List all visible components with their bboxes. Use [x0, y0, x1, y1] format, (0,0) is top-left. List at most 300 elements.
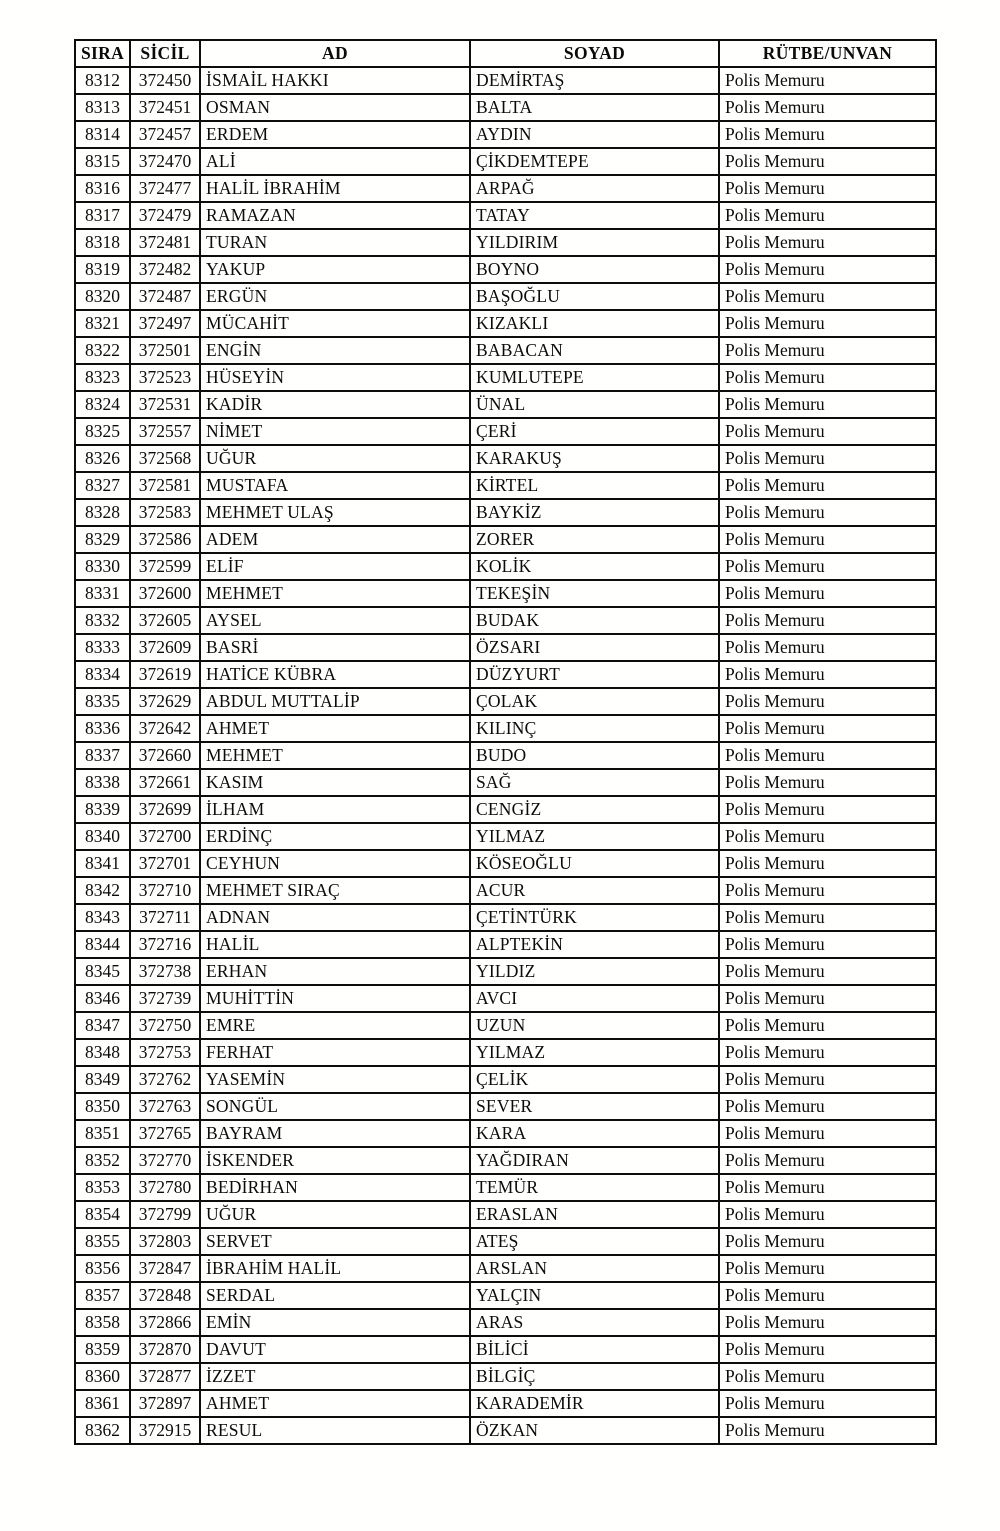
cell-sira: 8358 — [75, 1309, 130, 1336]
cell-soyad: YILMAZ — [470, 1039, 719, 1066]
cell-soyad: SAĞ — [470, 769, 719, 796]
table-row — [75, 688, 936, 715]
cell-sira: 8361 — [75, 1390, 130, 1417]
table-row — [75, 1336, 936, 1363]
column-header-rutbe: RÜTBE/UNVAN — [719, 40, 936, 67]
cell-sira: 8357 — [75, 1282, 130, 1309]
table-row — [75, 310, 936, 337]
cell-rutbe: Polis Memuru — [719, 499, 936, 526]
table-row — [75, 202, 936, 229]
cell-soyad: ARPAĞ — [470, 175, 719, 202]
cell-soyad: YILMAZ — [470, 823, 719, 850]
cell-ad: UĞUR — [200, 445, 470, 472]
cell-rutbe: Polis Memuru — [719, 445, 936, 472]
cell-sicil: 372477 — [130, 175, 200, 202]
cell-rutbe: Polis Memuru — [719, 1282, 936, 1309]
cell-sira: 8348 — [75, 1039, 130, 1066]
personnel-table — [74, 39, 937, 1445]
cell-sicil: 372531 — [130, 391, 200, 418]
cell-soyad: ÇELİK — [470, 1066, 719, 1093]
cell-sira: 8345 — [75, 958, 130, 985]
cell-ad: ERDİNÇ — [200, 823, 470, 850]
cell-ad: NİMET — [200, 418, 470, 445]
table-row — [75, 1417, 936, 1444]
cell-soyad: ÖZKAN — [470, 1417, 719, 1444]
cell-rutbe: Polis Memuru — [719, 1228, 936, 1255]
cell-soyad: YILDIRIM — [470, 229, 719, 256]
cell-soyad: CENGİZ — [470, 796, 719, 823]
cell-sicil: 372581 — [130, 472, 200, 499]
cell-rutbe: Polis Memuru — [719, 256, 936, 283]
cell-sicil: 372661 — [130, 769, 200, 796]
cell-sira: 8324 — [75, 391, 130, 418]
cell-soyad: ÜNAL — [470, 391, 719, 418]
cell-soyad: ACUR — [470, 877, 719, 904]
cell-rutbe: Polis Memuru — [719, 1390, 936, 1417]
cell-sicil: 372877 — [130, 1363, 200, 1390]
cell-sira: 8331 — [75, 580, 130, 607]
cell-ad: FERHAT — [200, 1039, 470, 1066]
cell-ad: ERGÜN — [200, 283, 470, 310]
table-row — [75, 499, 936, 526]
table-row — [75, 715, 936, 742]
cell-soyad: ÇETİNTÜRK — [470, 904, 719, 931]
cell-ad: KASIM — [200, 769, 470, 796]
cell-rutbe: Polis Memuru — [719, 1012, 936, 1039]
cell-ad: ERDEM — [200, 121, 470, 148]
table-row — [75, 67, 936, 94]
cell-soyad: BUDO — [470, 742, 719, 769]
table-row — [75, 661, 936, 688]
cell-sicil: 372609 — [130, 634, 200, 661]
cell-soyad: KUMLUTEPE — [470, 364, 719, 391]
cell-sira: 8352 — [75, 1147, 130, 1174]
cell-sicil: 372501 — [130, 337, 200, 364]
cell-soyad: YALÇIN — [470, 1282, 719, 1309]
cell-sira: 8338 — [75, 769, 130, 796]
cell-sira: 8334 — [75, 661, 130, 688]
header-row — [75, 40, 936, 67]
cell-sira: 8313 — [75, 94, 130, 121]
cell-ad: İBRAHİM HALİL — [200, 1255, 470, 1282]
cell-soyad: ÇOLAK — [470, 688, 719, 715]
cell-sira: 8346 — [75, 985, 130, 1012]
table-row — [75, 904, 936, 931]
table-row — [75, 121, 936, 148]
cell-sira: 8347 — [75, 1012, 130, 1039]
cell-sira: 8325 — [75, 418, 130, 445]
cell-sicil: 372457 — [130, 121, 200, 148]
cell-sicil: 372803 — [130, 1228, 200, 1255]
cell-rutbe: Polis Memuru — [719, 202, 936, 229]
cell-sira: 8356 — [75, 1255, 130, 1282]
cell-sira: 8344 — [75, 931, 130, 958]
cell-sira: 8353 — [75, 1174, 130, 1201]
cell-sicil: 372700 — [130, 823, 200, 850]
cell-sicil: 372497 — [130, 310, 200, 337]
cell-ad: ABDUL MUTTALİP — [200, 688, 470, 715]
cell-rutbe: Polis Memuru — [719, 1093, 936, 1120]
cell-sira: 8312 — [75, 67, 130, 94]
cell-sicil: 372629 — [130, 688, 200, 715]
cell-sira: 8320 — [75, 283, 130, 310]
cell-rutbe: Polis Memuru — [719, 1120, 936, 1147]
cell-sira: 8339 — [75, 796, 130, 823]
cell-rutbe: Polis Memuru — [719, 472, 936, 499]
cell-rutbe: Polis Memuru — [719, 67, 936, 94]
cell-sira: 8329 — [75, 526, 130, 553]
cell-ad: YAKUP — [200, 256, 470, 283]
cell-sicil: 372487 — [130, 283, 200, 310]
table-row — [75, 229, 936, 256]
cell-sira: 8351 — [75, 1120, 130, 1147]
cell-rutbe: Polis Memuru — [719, 1363, 936, 1390]
cell-ad: ADNAN — [200, 904, 470, 931]
cell-sicil: 372523 — [130, 364, 200, 391]
cell-soyad: SEVER — [470, 1093, 719, 1120]
cell-ad: İSKENDER — [200, 1147, 470, 1174]
column-header-sicil: SİCİL — [130, 40, 200, 67]
cell-rutbe: Polis Memuru — [719, 688, 936, 715]
cell-sira: 8337 — [75, 742, 130, 769]
cell-rutbe: Polis Memuru — [719, 580, 936, 607]
table-row — [75, 742, 936, 769]
cell-rutbe: Polis Memuru — [719, 1255, 936, 1282]
cell-rutbe: Polis Memuru — [719, 1039, 936, 1066]
cell-sicil: 372753 — [130, 1039, 200, 1066]
cell-sira: 8327 — [75, 472, 130, 499]
cell-rutbe: Polis Memuru — [719, 607, 936, 634]
cell-ad: DAVUT — [200, 1336, 470, 1363]
cell-sira: 8354 — [75, 1201, 130, 1228]
cell-sicil: 372765 — [130, 1120, 200, 1147]
cell-soyad: BABACAN — [470, 337, 719, 364]
cell-sira: 8362 — [75, 1417, 130, 1444]
table-row — [75, 931, 936, 958]
table-row — [75, 769, 936, 796]
cell-sicil: 372770 — [130, 1147, 200, 1174]
cell-soyad: KOLİK — [470, 553, 719, 580]
cell-soyad: KARADEMİR — [470, 1390, 719, 1417]
cell-sira: 8332 — [75, 607, 130, 634]
cell-sicil: 372642 — [130, 715, 200, 742]
cell-ad: MEHMET — [200, 742, 470, 769]
cell-ad: İZZET — [200, 1363, 470, 1390]
cell-sira: 8343 — [75, 904, 130, 931]
cell-rutbe: Polis Memuru — [719, 715, 936, 742]
cell-sira: 8328 — [75, 499, 130, 526]
cell-sicil: 372699 — [130, 796, 200, 823]
table-row — [75, 877, 936, 904]
column-header-ad: AD — [200, 40, 470, 67]
cell-rutbe: Polis Memuru — [719, 1336, 936, 1363]
table-row — [75, 1093, 936, 1120]
cell-rutbe: Polis Memuru — [719, 1309, 936, 1336]
cell-ad: ELİF — [200, 553, 470, 580]
cell-sira: 8323 — [75, 364, 130, 391]
cell-sicil: 372701 — [130, 850, 200, 877]
table-row — [75, 634, 936, 661]
cell-rutbe: Polis Memuru — [719, 1066, 936, 1093]
cell-ad: HÜSEYİN — [200, 364, 470, 391]
cell-rutbe: Polis Memuru — [719, 364, 936, 391]
cell-soyad: KÖSEOĞLU — [470, 850, 719, 877]
table-row — [75, 1039, 936, 1066]
column-header-sira: SIRA — [75, 40, 130, 67]
table-row — [75, 1201, 936, 1228]
cell-rutbe: Polis Memuru — [719, 310, 936, 337]
table-row — [75, 985, 936, 1012]
cell-ad: İSMAİL HAKKI — [200, 67, 470, 94]
cell-sicil: 372600 — [130, 580, 200, 607]
table-row — [75, 337, 936, 364]
cell-sira: 8319 — [75, 256, 130, 283]
cell-ad: EMRE — [200, 1012, 470, 1039]
cell-rutbe: Polis Memuru — [719, 850, 936, 877]
cell-ad: BEDİRHAN — [200, 1174, 470, 1201]
cell-ad: HALİL — [200, 931, 470, 958]
cell-ad: MEHMET — [200, 580, 470, 607]
cell-sicil: 372482 — [130, 256, 200, 283]
table-body — [75, 67, 936, 1444]
cell-sicil: 372586 — [130, 526, 200, 553]
cell-sicil: 372716 — [130, 931, 200, 958]
cell-soyad: BİLGİÇ — [470, 1363, 719, 1390]
cell-sicil: 372450 — [130, 67, 200, 94]
table-row — [75, 958, 936, 985]
cell-sira: 8359 — [75, 1336, 130, 1363]
cell-rutbe: Polis Memuru — [719, 121, 936, 148]
cell-ad: ENGİN — [200, 337, 470, 364]
column-header-soyad: SOYAD — [470, 40, 719, 67]
cell-sira: 8350 — [75, 1093, 130, 1120]
cell-soyad: AYDIN — [470, 121, 719, 148]
cell-rutbe: Polis Memuru — [719, 283, 936, 310]
cell-ad: CEYHUN — [200, 850, 470, 877]
cell-rutbe: Polis Memuru — [719, 148, 936, 175]
cell-ad: BAYRAM — [200, 1120, 470, 1147]
cell-rutbe: Polis Memuru — [719, 985, 936, 1012]
table-row — [75, 1120, 936, 1147]
cell-ad: SERVET — [200, 1228, 470, 1255]
cell-sicil: 372763 — [130, 1093, 200, 1120]
cell-sira: 8315 — [75, 148, 130, 175]
table-row — [75, 850, 936, 877]
cell-rutbe: Polis Memuru — [719, 877, 936, 904]
cell-ad: UĞUR — [200, 1201, 470, 1228]
cell-ad: TURAN — [200, 229, 470, 256]
cell-ad: EMİN — [200, 1309, 470, 1336]
cell-sicil: 372870 — [130, 1336, 200, 1363]
cell-ad: RESUL — [200, 1417, 470, 1444]
cell-sicil: 372750 — [130, 1012, 200, 1039]
table-header — [75, 40, 936, 67]
table-row — [75, 580, 936, 607]
cell-soyad: TATAY — [470, 202, 719, 229]
cell-soyad: BAYKİZ — [470, 499, 719, 526]
cell-rutbe: Polis Memuru — [719, 769, 936, 796]
cell-sicil: 372470 — [130, 148, 200, 175]
cell-sira: 8355 — [75, 1228, 130, 1255]
cell-sicil: 372568 — [130, 445, 200, 472]
cell-sira: 8341 — [75, 850, 130, 877]
cell-sicil: 372619 — [130, 661, 200, 688]
cell-sicil: 372780 — [130, 1174, 200, 1201]
table-row — [75, 472, 936, 499]
cell-sira: 8336 — [75, 715, 130, 742]
table-row — [75, 148, 936, 175]
cell-sicil: 372605 — [130, 607, 200, 634]
cell-rutbe: Polis Memuru — [719, 337, 936, 364]
cell-sicil: 372557 — [130, 418, 200, 445]
cell-soyad: ÇİKDEMTEPE — [470, 148, 719, 175]
table-row — [75, 526, 936, 553]
cell-ad: AHMET — [200, 1390, 470, 1417]
cell-ad: BASRİ — [200, 634, 470, 661]
cell-sicil: 372915 — [130, 1417, 200, 1444]
cell-soyad: KARA — [470, 1120, 719, 1147]
cell-soyad: BUDAK — [470, 607, 719, 634]
cell-soyad: TEKEŞİN — [470, 580, 719, 607]
cell-sira: 8335 — [75, 688, 130, 715]
cell-soyad: ÇERİ — [470, 418, 719, 445]
cell-sicil: 372848 — [130, 1282, 200, 1309]
cell-sira: 8360 — [75, 1363, 130, 1390]
cell-soyad: AVCI — [470, 985, 719, 1012]
cell-soyad: KILINÇ — [470, 715, 719, 742]
table-row — [75, 283, 936, 310]
cell-soyad: TEMÜR — [470, 1174, 719, 1201]
table-row — [75, 256, 936, 283]
cell-soyad: UZUN — [470, 1012, 719, 1039]
table-row — [75, 1255, 936, 1282]
cell-sicil: 372711 — [130, 904, 200, 931]
cell-ad: HALİL İBRAHİM — [200, 175, 470, 202]
cell-soyad: YAĞDIRAN — [470, 1147, 719, 1174]
table-row — [75, 94, 936, 121]
cell-rutbe: Polis Memuru — [719, 823, 936, 850]
cell-sira: 8317 — [75, 202, 130, 229]
cell-sira: 8322 — [75, 337, 130, 364]
cell-ad: MUHİTTİN — [200, 985, 470, 1012]
cell-ad: ALİ — [200, 148, 470, 175]
table-row — [75, 607, 936, 634]
cell-rutbe: Polis Memuru — [719, 391, 936, 418]
cell-soyad: YILDIZ — [470, 958, 719, 985]
cell-sira: 8316 — [75, 175, 130, 202]
table-row — [75, 1390, 936, 1417]
cell-soyad: KIZAKLI — [470, 310, 719, 337]
table-row — [75, 1066, 936, 1093]
cell-ad: ADEM — [200, 526, 470, 553]
cell-sicil: 372762 — [130, 1066, 200, 1093]
cell-ad: SONGÜL — [200, 1093, 470, 1120]
cell-sicil: 372481 — [130, 229, 200, 256]
cell-rutbe: Polis Memuru — [719, 931, 936, 958]
cell-sira: 8326 — [75, 445, 130, 472]
cell-soyad: DEMİRTAŞ — [470, 67, 719, 94]
cell-ad: İLHAM — [200, 796, 470, 823]
table-row — [75, 553, 936, 580]
cell-soyad: ALPTEKİN — [470, 931, 719, 958]
cell-sira: 8330 — [75, 553, 130, 580]
cell-rutbe: Polis Memuru — [719, 742, 936, 769]
cell-soyad: ARAS — [470, 1309, 719, 1336]
cell-rutbe: Polis Memuru — [719, 175, 936, 202]
cell-soyad: ATEŞ — [470, 1228, 719, 1255]
cell-ad: SERDAL — [200, 1282, 470, 1309]
cell-sicil: 372866 — [130, 1309, 200, 1336]
cell-rutbe: Polis Memuru — [719, 634, 936, 661]
cell-soyad: ERASLAN — [470, 1201, 719, 1228]
cell-sira: 8342 — [75, 877, 130, 904]
cell-rutbe: Polis Memuru — [719, 1417, 936, 1444]
table-row — [75, 1282, 936, 1309]
cell-sira: 8318 — [75, 229, 130, 256]
cell-sicil: 372897 — [130, 1390, 200, 1417]
cell-sicil: 372710 — [130, 877, 200, 904]
cell-ad: RAMAZAN — [200, 202, 470, 229]
cell-rutbe: Polis Memuru — [719, 904, 936, 931]
cell-sira: 8349 — [75, 1066, 130, 1093]
cell-ad: MUSTAFA — [200, 472, 470, 499]
cell-ad: MEHMET ULAŞ — [200, 499, 470, 526]
cell-rutbe: Polis Memuru — [719, 418, 936, 445]
cell-sicil: 372738 — [130, 958, 200, 985]
cell-sicil: 372599 — [130, 553, 200, 580]
table-row — [75, 1228, 936, 1255]
cell-sira: 8321 — [75, 310, 130, 337]
cell-ad: AHMET — [200, 715, 470, 742]
cell-rutbe: Polis Memuru — [719, 553, 936, 580]
table-row — [75, 418, 936, 445]
cell-sira: 8333 — [75, 634, 130, 661]
table-row — [75, 175, 936, 202]
cell-soyad: KARAKUŞ — [470, 445, 719, 472]
table-row — [75, 796, 936, 823]
table-row — [75, 1363, 936, 1390]
cell-sicil: 372739 — [130, 985, 200, 1012]
cell-soyad: BOYNO — [470, 256, 719, 283]
cell-rutbe: Polis Memuru — [719, 526, 936, 553]
cell-soyad: ÖZSARI — [470, 634, 719, 661]
cell-sicil: 372847 — [130, 1255, 200, 1282]
table-row — [75, 1174, 936, 1201]
cell-sira: 8314 — [75, 121, 130, 148]
cell-sicil: 372583 — [130, 499, 200, 526]
cell-rutbe: Polis Memuru — [719, 94, 936, 121]
cell-ad: MEHMET SIRAÇ — [200, 877, 470, 904]
cell-rutbe: Polis Memuru — [719, 1201, 936, 1228]
cell-soyad: ZORER — [470, 526, 719, 553]
cell-sicil: 372451 — [130, 94, 200, 121]
cell-soyad: BAŞOĞLU — [470, 283, 719, 310]
table-row — [75, 364, 936, 391]
cell-ad: YASEMİN — [200, 1066, 470, 1093]
cell-ad: MÜCAHİT — [200, 310, 470, 337]
cell-ad: KADİR — [200, 391, 470, 418]
table-row — [75, 1147, 936, 1174]
cell-soyad: BİLİCİ — [470, 1336, 719, 1363]
cell-sira: 8340 — [75, 823, 130, 850]
table-row — [75, 823, 936, 850]
cell-ad: OSMAN — [200, 94, 470, 121]
cell-rutbe: Polis Memuru — [719, 958, 936, 985]
cell-soyad: DÜZYURT — [470, 661, 719, 688]
cell-sicil: 372479 — [130, 202, 200, 229]
cell-soyad: KİRTEL — [470, 472, 719, 499]
table-row — [75, 391, 936, 418]
